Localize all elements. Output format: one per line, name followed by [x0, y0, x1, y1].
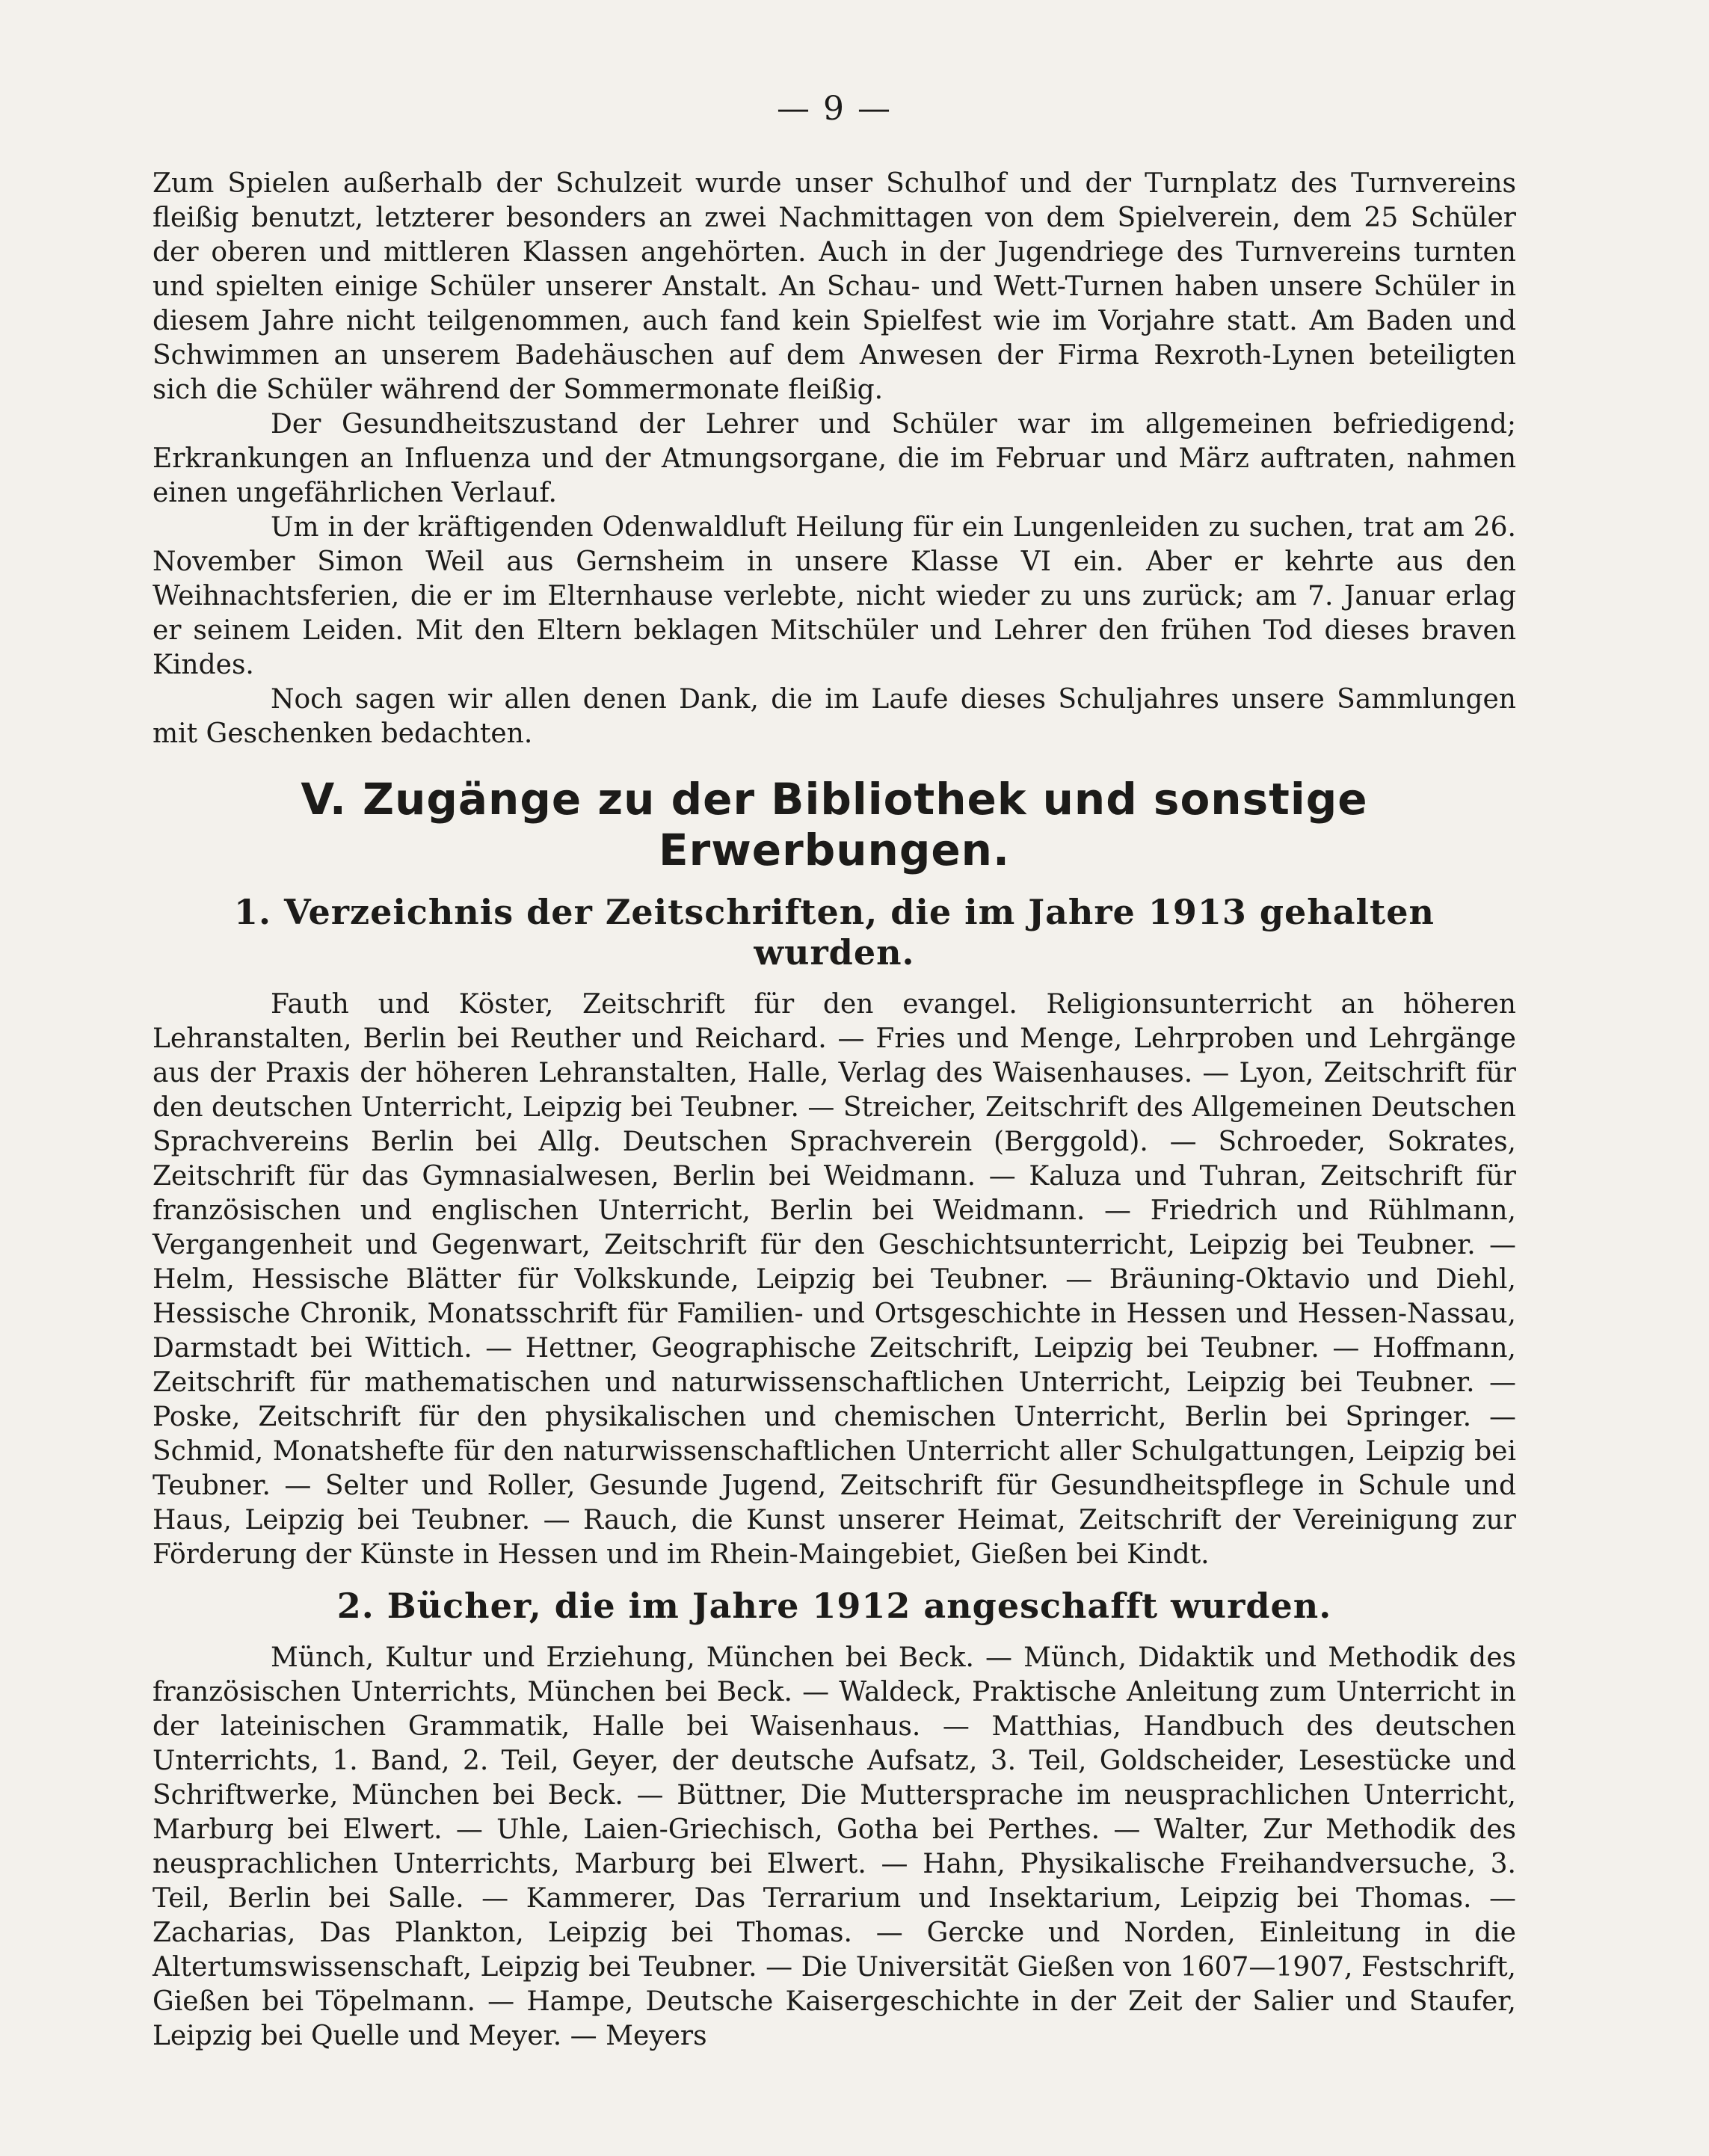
page-number: — 9 — [777, 90, 892, 128]
books-list: Münch, Kultur und Erziehung, München bei Beck. — Münch, Didaktik und Methodik des französischen Unterrichts, München bei Beck. — Waldeck, Praktische Anleitung zum Unterricht in der lateinischen Grammatik, Halle bei Waisenhaus. — Matthias, Handbuch des deutschen Unterrichts, 1. Band, 2. Teil, Geyer, der deutsche Aufsatz, 3. Teil, Goldscheider, Lesestücke und Schriftwerke, München bei Beck. — Büttner, Die Muttersprache im neusprachlichen Unterricht, Marburg bei Elwert. — Uhle, Laien-Griechisch, Gotha bei Perthes. — Walter, Zur Methodik des neusprachlichen Unterrichts, Marburg bei Elwert. — Hahn, Physikalische Freihandversuche, 3. Teil, Berlin bei Salle. — Kammerer, Das Terrarium und Insektarium, Leipzig bei Thomas. — Zacharias, Das Plankton, Leipzig bei Thomas. — Gercke und Norden, Einleitung in die Altertumswissenschaft, Leipzig bei Teubner. — Die Universität Gießen von 1607—1907, Festschrift, Gießen bei Töpelmann. — Hampe, Deutsche Kaisergeschichte in der Zeit der Salier und Staufer, Leipzig bei Quelle und Meyer. — Meyers [153, 1642, 1516, 2051]
subsection-heading-periodicals: 1. Verzeichnis der Zeitschriften, die im Jahre 1913 gehalten wurden. [233, 892, 1435, 973]
section-heading: V. Zugänge zu der Bibliothek und sonstige Erwerbungen. [301, 774, 1368, 875]
subsection-heading-books: 2. Bücher, die im Jahre 1912 angeschafft wurden. [336, 1586, 1332, 1626]
paragraph-thanks: Noch sagen wir allen denen Dank, die im Laufe dieses Schuljahres unsere Sammlungen mit Geschenken bedachten. [153, 684, 1516, 749]
paragraph-sports: Zum Spielen außerhalb der Schulzeit wurde unser Schulhof und der Turnplatz des Turnvereins fleißig benutzt, letzterer besonders an zwei Nachmittagen von dem Spielverein, dem 25 Schüler der oberen und mittleren Klassen angehörten. Auch in der Jugendriege des Turnvereins turnten und spielten einige Schüler unserer Anstalt. An Schau- und Wett-Turnen haben unsere Schüler in diesem Jahre nicht teilgenommen, auch fand kein Spielfest wie im Vorjahre statt. Am Baden und Schwimmen an unserem Badehäuschen auf dem Anwesen der Firma Rexroth-Lynen beteiligten sich die Schüler während der Sommermonate fleißig. [153, 168, 1516, 405]
periodicals-list: Fauth und Köster, Zeitschrift für den evangel. Religionsunterricht an höheren Lehranstalten, Berlin bei Reuther und Reichard. — Fries und Menge, Lehrproben und Lehrgänge aus der Praxis der höheren Lehranstalten, Halle, Verlag des Waisenhauses. — Lyon, Zeitschrift für den deutschen Unterricht, Leipzig bei Teubner. — Streicher, Zeitschrift des Allgemeinen Deutschen Sprachvereins Berlin bei Allg. Deutschen Sprachverein (Berggold). — Schroeder, Sokrates, Zeitschrift für das Gymnasialwesen, Berlin bei Weidmann. — Kaluza und Tuhran, Zeitschrift für französischen und englischen Unterricht, Berlin bei Weidmann. — Friedrich und Rühlmann, Vergangenheit und Gegenwart, Zeitschrift für den Geschichtsunterricht, Leipzig bei Teubner. — Helm, Hessische Blätter für Volkskunde, Leipzig bei Teubner. — Bräuning-Oktavio und Diehl, Hessische Chronik, Monatsschrift für Familien- und Ortsgeschichte in Hessen und Hessen-Nassau, Darmstadt bei Wittich. — Hettner, Geographische Zeitschrift, Leipzig bei Teubner. — Hoffmann, Zeitschrift für mathematischen und naturwissenschaftlichen Unterricht, Leipzig bei Teubner. — Poske, Zeitschrift für den physikalischen und chemischen Unterricht, Berlin bei Springer. — Schmid, Monatshefte für den naturwissenschaftlichen Unterricht aller Schulgattungen, Leipzig bei Teubner. — Selter und Roller, Gesunde Jugend, Zeitschrift für Gesundheitspflege in Schule und Haus, Leipzig bei Teubner. — Rauch, die Kunst unserer Heimat, Zeitschrift der Vereinigung zur Förderung der Künste in Hessen und im Rhein-Maingebiet, Gießen bei Kindt. [153, 989, 1516, 1570]
paragraph-obituary: Um in der kräftigenden Odenwaldluft Heilung für ein Lungenleiden zu suchen, trat am 26. November Simon Weil aus Gernsheim in unsere Klasse VI ein. Aber er kehrte aus den Weihnachtsferien, die er im Elternhause verlebte, nicht wieder zu uns zurück; am 7. Januar erlag er seinem Leiden. Mit den Eltern beklagen Mitschüler und Lehrer den frühen Tod dieses braven Kindes. [153, 512, 1516, 680]
paragraph-health: Der Gesundheitszustand der Lehrer und Schüler war im allgemeinen befriedigend; Erkrankungen an Influenza und der Atmungsorgane, die im Februar und März auftraten, nahmen einen ungefährlichen Verlauf. [153, 409, 1516, 508]
